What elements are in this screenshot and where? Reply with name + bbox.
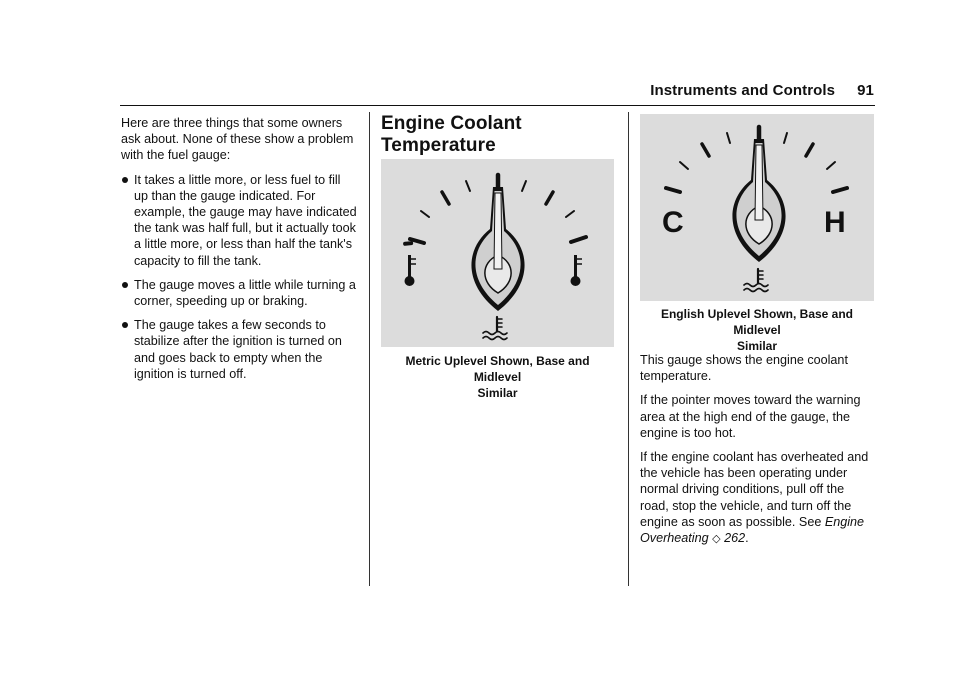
gauge-tick — [442, 192, 449, 204]
gauge-tick — [833, 188, 847, 192]
gauge-label-cold: C — [662, 206, 684, 239]
english-figure-caption: English Uplevel Shown, Base and Midlevel Similar — [660, 307, 854, 353]
bullet-icon — [122, 282, 128, 288]
gauge-tick — [666, 188, 680, 192]
paragraph: This gauge shows the engine coolant temperature. — [640, 353, 848, 384]
gauge-tick — [421, 211, 429, 217]
bullet-icon — [122, 177, 128, 183]
page-header — [0, 82, 874, 99]
gauge-tick — [827, 162, 835, 169]
cross-reference-arrow-icon: ◇ — [712, 533, 721, 546]
gauge-needle — [471, 187, 524, 311]
header-rule — [120, 105, 875, 106]
gauge-tick — [466, 181, 470, 191]
cross-reference-page[interactable]: 262 — [724, 531, 746, 546]
list-item: The gauge moves a little while turning a corner, speeding up or braking. — [121, 277, 357, 309]
gauge-tick — [727, 133, 730, 143]
cross-reference-link[interactable]: Engine Overheating — [640, 514, 865, 546]
metric-coolant-gauge — [381, 159, 614, 347]
coolant-temperature-icon — [744, 269, 768, 292]
column-divider-right — [628, 112, 629, 586]
gauge-tick — [680, 162, 688, 169]
section-heading: Engine Coolant Temperature — [381, 113, 522, 156]
list-item: The gauge takes a few seconds to stabilize after the ignition is turned on and goes back to empty when the ignition is turned off. — [121, 317, 357, 382]
gauge-tick — [405, 242, 411, 245]
paragraph: If the engine coolant has overheated and the vehicle has been operating under normal driving conditions, pull off the road, stop the vehicle, and turn off the engine as soon as possible. See Engine Overheating ◇ 262. — [640, 450, 869, 546]
list-item: It takes a little more, or less fuel to fill up than the gauge indicated. For example, the gauge may have indicated the tank was half full, but it actually took a little more, or less than half the tank's capacity to fill the tank. — [121, 172, 357, 269]
metric-gauge-figure — [381, 159, 614, 347]
thermometer-cold-icon — [405, 255, 417, 286]
gauge-tick — [806, 144, 813, 156]
gauge-tick — [571, 237, 586, 242]
column-1 — [121, 115, 357, 390]
gauge-tick — [702, 144, 709, 156]
english-gauge-figure — [640, 114, 874, 301]
gauge-tick — [522, 181, 526, 191]
section-title: Instruments and Controls — [650, 82, 836, 99]
gauge-tick — [546, 192, 553, 204]
column-divider-left — [369, 112, 370, 586]
english-coolant-gauge — [640, 114, 874, 301]
thermometer-hot-icon — [571, 255, 583, 286]
page-number: 91 — [857, 82, 874, 99]
intro-paragraph: Here are three things that some owners ask about. None of these show a problem with the fuel gauge: — [121, 116, 354, 163]
gauge-label-hot: H — [824, 206, 846, 239]
bullet-icon — [122, 322, 128, 328]
gauge-needle — [732, 139, 785, 262]
metric-figure-caption: Metric Uplevel Shown, Base and Midlevel Similar — [405, 354, 590, 400]
gauge-tick — [784, 133, 787, 143]
bullet-list — [121, 172, 357, 382]
gauge-tick — [566, 211, 574, 217]
column-3-text — [640, 352, 876, 555]
coolant-temperature-icon — [483, 317, 507, 340]
paragraph: If the pointer moves toward the warning area at the high end of the gauge, the engine is too hot. — [640, 393, 861, 440]
